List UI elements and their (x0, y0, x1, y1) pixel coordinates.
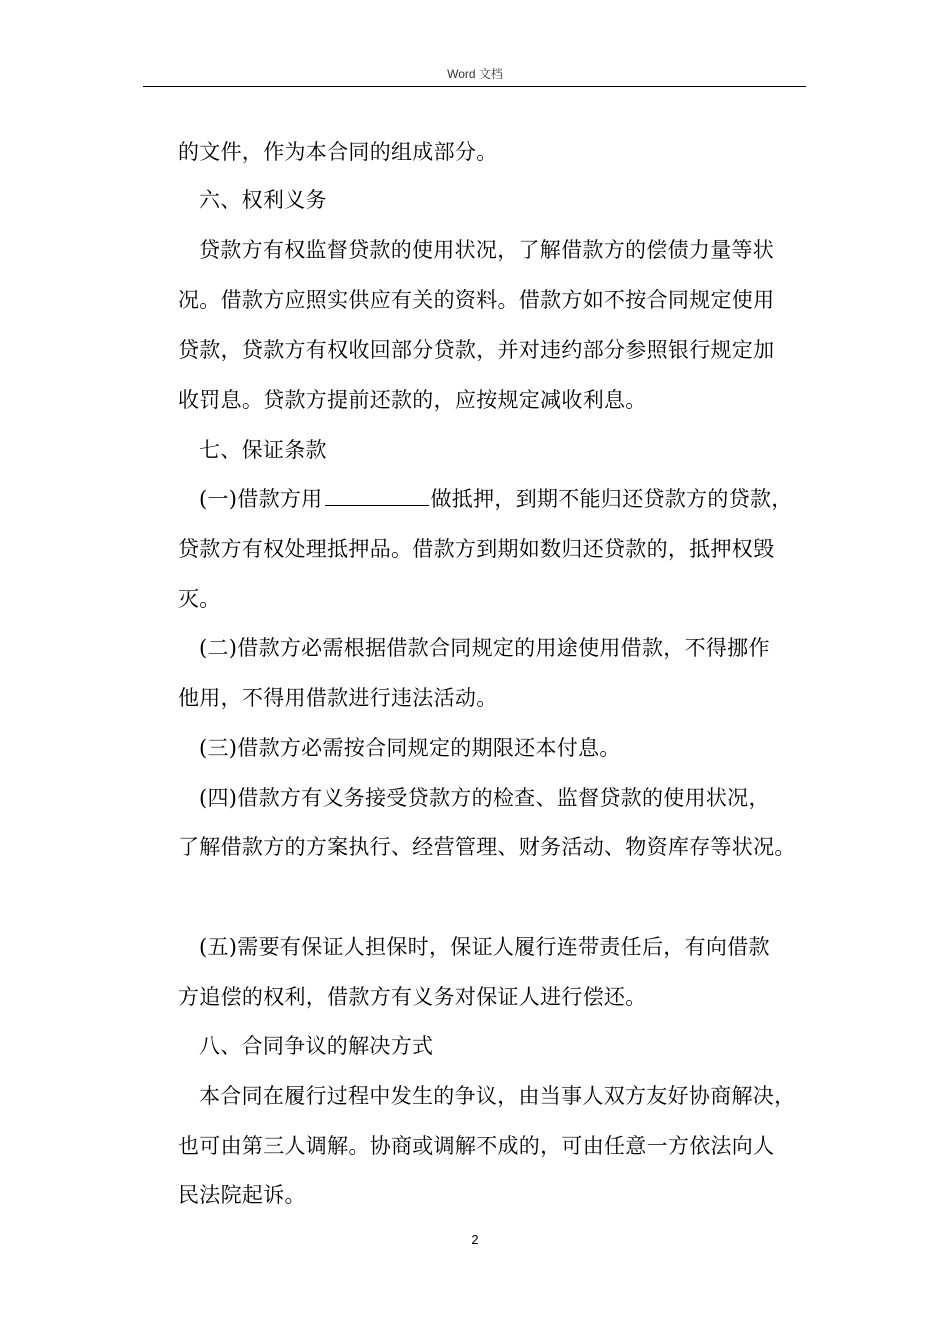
paragraph-line: 况。借款方应照实供应有关的资料。借款方如不按合同规定使用 (178, 288, 775, 312)
paragraph-line: 了解借款方的方案执行、经营管理、财务活动、物资库存等状况。 (178, 835, 796, 859)
collateral-blank-field (325, 485, 429, 506)
paragraph-line: 贷款方有权监督贷款的使用状况，了解借款方的偿债力量等状 (199, 238, 775, 262)
paragraph-line: 民法院起诉。 (178, 1183, 306, 1207)
section-heading-dispute-resolution: 八、合同争议的解决方式 (199, 1034, 434, 1058)
paragraph-line: 贷款方有权处理抵押品。借款方到期如数归还贷款的，抵押权毁 (178, 537, 775, 561)
paragraph-line: (二)借款方必需根据借款合同规定的用途使用借款，不得挪作 (199, 636, 770, 660)
paragraph-line: 本合同在履行过程中发生的争议，由当事人双方友好协商解决， (199, 1084, 796, 1108)
paragraph-line: 贷款，贷款方有权收回部分贷款，并对违约部分参照银行规定加 (178, 338, 775, 362)
paragraph-line: 他用，不得用借款进行违法活动。 (178, 686, 498, 710)
paragraph-line: (四)借款方有义务接受贷款方的检查、监督贷款的使用状况， (199, 786, 770, 810)
paragraph-line: 的文件，作为本合同的组成部分。 (178, 140, 498, 164)
paragraph-line: 灭。 (178, 587, 221, 611)
section-heading-guarantee: 七、保证条款 (199, 438, 327, 462)
clause-one-suffix: 做抵押，到期不能归还贷款方的贷款， (430, 487, 793, 511)
page-number: 2 (471, 1232, 479, 1247)
clause-one-line (199, 485, 793, 513)
paragraph-line: 也可由第三人调解。协商或调解不成的，可由任意一方依法向人 (178, 1134, 775, 1158)
paragraph-line: (三)借款方必需按合同规定的期限还本付息。 (199, 736, 621, 760)
section-heading-rights-obligations: 六、权利义务 (199, 188, 327, 212)
header-divider (143, 86, 806, 87)
paragraph-line: (五)需要有保证人担保时，保证人履行连带责任后，有向借款 (199, 935, 770, 959)
paragraph-line: 收罚息。贷款方提前还款的，应按规定减收利息。 (178, 388, 647, 412)
clause-one-prefix: (一)借款方用 (199, 487, 323, 511)
paragraph-line: 方追偿的权利，借款方有义务对保证人进行偿还。 (178, 985, 647, 1009)
page-header-title: Word 文档 (447, 67, 503, 81)
